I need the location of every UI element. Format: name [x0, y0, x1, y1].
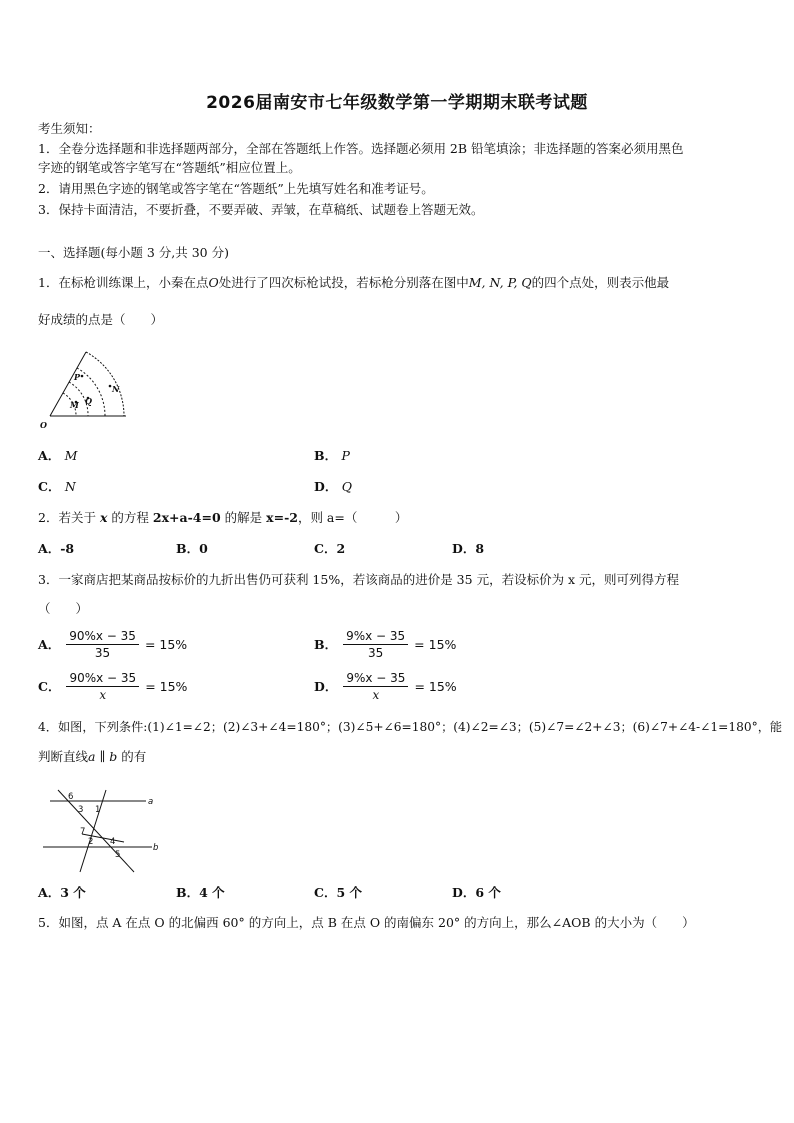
q2-option-c[interactable] — [314, 540, 345, 558]
q3-option-d[interactable] — [314, 670, 457, 703]
q4-fig-label-b: b — [153, 843, 159, 853]
q2-text-a: 2．若关于 — [38, 510, 96, 525]
q3-option-b-numerator: 9%x − 35 — [343, 628, 408, 645]
q1-option-a-value: M — [64, 448, 78, 463]
q1-option-d[interactable] — [314, 478, 352, 496]
q3-option-a-denominator: 35 — [94, 646, 111, 660]
q1-fig-label-q: Q — [85, 396, 92, 406]
q4-option-b-value: 4 个 — [199, 885, 225, 900]
q4-option-a-letter: A． — [38, 885, 61, 900]
q3-option-b[interactable] — [314, 628, 456, 661]
q4-fig-label-6: 6 — [68, 792, 74, 802]
q3-option-c[interactable] — [38, 670, 187, 703]
q4-option-c[interactable] — [314, 884, 362, 902]
q3-option-c-rhs: = 15% — [145, 679, 188, 694]
q2-text-b: 的方程 — [111, 510, 149, 525]
q4-fig-label-a: a — [148, 797, 154, 807]
q4-fig-label-7: 7 — [80, 827, 86, 837]
q2-text-c: 的解是 — [224, 510, 263, 525]
q3-option-a-numerator: 90%x − 35 — [66, 628, 139, 645]
q4-option-d-letter: D． — [452, 885, 476, 900]
notice-heading: 考生须知： — [38, 121, 101, 136]
q3-option-d-rhs: = 15% — [414, 679, 457, 694]
q4-option-c-value: 5 个 — [336, 885, 363, 900]
q4-option-b-letter: B． — [176, 885, 200, 900]
q1-points: M, N, P, Q — [468, 275, 532, 290]
page-title: 2026届南安市七年级数学第一学期期末联考试题 — [206, 93, 588, 113]
q3-option-b-rhs: = 15% — [414, 637, 457, 652]
q3-option-a-fraction — [66, 628, 139, 661]
q4-figure — [38, 784, 164, 876]
q4-option-b[interactable] — [176, 884, 225, 902]
q1-option-c-letter: C． — [38, 479, 61, 494]
q4-fig-label-3: 3 — [78, 805, 84, 815]
q3-option-d-denominator: x — [372, 688, 380, 702]
q1-option-d-value: Q — [341, 479, 352, 494]
q1-figure — [38, 346, 138, 430]
q1-fig-label-n: N — [112, 384, 120, 394]
q2-option-a-value: -8 — [60, 541, 75, 556]
q3-option-a[interactable] — [38, 628, 187, 661]
q1-option-b[interactable] — [314, 447, 350, 465]
q1-stem-line1 — [38, 274, 669, 292]
notice-item-1: 1．全卷分选择题和非选择题两部分，全部在答题纸上作答。选择题必须用 2B 铅笔填涂；非选择题的答案必须用黑色 — [38, 141, 684, 156]
q2-var-x: x — [99, 510, 108, 525]
q4-text-b: 的有 — [121, 749, 147, 764]
q4-text-a: 判断直线 — [38, 749, 89, 764]
q4-fig-label-4: 4 — [110, 837, 116, 847]
q3-option-c-denominator: x — [99, 688, 107, 702]
notice-item-3: 3．保持卡面清洁，不要折叠，不要弄破、弄皱，在草稿纸、试题卷上答题无效。 — [38, 202, 484, 217]
q1-option-c[interactable] — [38, 478, 76, 496]
q1-option-d-letter: D． — [314, 479, 338, 494]
q1-option-b-value: P — [341, 448, 350, 463]
q4-fig-label-1: 1 — [95, 805, 101, 815]
section-heading: 一、选择题(每小题 3 分,共 30 分) — [38, 245, 229, 260]
q1-text-c: 的四个点处，则表示他最 — [531, 275, 670, 290]
q1-fig-label-o: O — [40, 420, 47, 430]
q3-option-b-fraction — [343, 628, 408, 661]
q1-text-b: 处进行了四次标枪试投，若标枪分别落在图中 — [218, 275, 469, 290]
q1-stem-line2: 好成绩的点是（ ） — [38, 312, 164, 327]
q3-option-d-numerator: 9%x − 35 — [343, 670, 408, 687]
notice-item-2: 2．请用黑色字迹的钢笔或答字笔在“答题纸”上先填写姓名和准考证号。 — [38, 181, 434, 196]
q5-stem: 5．如图，点 A 在点 O 的北偏西 60° 的方向上，点 B 在点 O 的南偏东 20° 的方向上，那么∠AOB 的大小为（ ） — [38, 915, 695, 930]
q2-option-a[interactable] — [38, 540, 74, 558]
q3-option-c-letter: C． — [38, 678, 61, 694]
q2-option-b[interactable] — [176, 540, 208, 558]
q2-option-b-letter: B． — [176, 541, 200, 556]
q4-option-c-letter: C． — [314, 885, 337, 900]
q2-equation: 2x+a-4=0 — [152, 510, 221, 525]
q2-stem — [38, 509, 407, 527]
q2-text-d: ，则 a=（ ） — [297, 510, 408, 525]
q1-point-o: O — [208, 275, 219, 290]
q1-option-a-letter: A． — [38, 448, 61, 463]
q1-option-a[interactable] — [38, 447, 77, 465]
q2-option-d-letter: D． — [452, 541, 476, 556]
q3-stem-line2: （ ） — [38, 601, 89, 616]
q2-option-d-value: 8 — [475, 541, 485, 556]
q3-option-c-numerator: 90%x − 35 — [66, 670, 139, 687]
q4-stem-line2 — [38, 748, 146, 766]
q4-fig-label-5: 5 — [115, 850, 121, 860]
q3-option-b-letter: B． — [314, 636, 338, 652]
q1-fig-label-m: M — [70, 400, 79, 410]
q1-option-b-letter: B． — [314, 448, 338, 463]
q2-option-b-value: 0 — [199, 541, 208, 556]
q4-option-d[interactable] — [452, 884, 501, 902]
q2-option-d[interactable] — [452, 540, 484, 558]
q4-option-d-value: 6 个 — [475, 885, 501, 900]
q3-option-b-denominator: 35 — [367, 646, 384, 660]
q4-fig-label-2: 2 — [88, 837, 94, 847]
q2-option-c-value: 2 — [336, 541, 346, 556]
q2-option-c-letter: C． — [314, 541, 337, 556]
q1-option-c-value: N — [64, 479, 76, 494]
q1-text-a: 1．在标枪训练课上，小秦在点 — [38, 275, 209, 290]
q3-option-c-fraction — [66, 670, 139, 703]
q3-option-d-fraction — [343, 670, 408, 703]
q2-solution: x=-2 — [266, 510, 298, 525]
notice-item-1-cont: 字迹的钢笔或答字笔写在“答题纸”相应位置上。 — [38, 160, 301, 175]
q4-parallel: a ∥ b — [88, 749, 118, 764]
q2-option-a-letter: A． — [38, 541, 61, 556]
q3-option-d-letter: D． — [314, 678, 338, 694]
q4-stem-line1: 4．如图，下列条件:(1)∠1=∠2；(2)∠3+∠4=180°；(3)∠5+∠6=180°；(4)∠2=∠3；(5)∠7=∠2+∠3；(6)∠7+∠4-∠1=180°，能 — [38, 720, 783, 734]
q3-option-a-rhs: = 15% — [144, 637, 188, 652]
q4-option-a-value: 3 个 — [60, 885, 86, 900]
q3-stem-line1: 3．一家商店把某商品按标价的九折出售仍可获利 15%，若该商品的进价是 35 元，若设标价为 x 元，则可列得方程 — [38, 572, 680, 587]
q4-option-a[interactable] — [38, 884, 86, 902]
q3-option-a-letter: A． — [38, 636, 61, 652]
q1-fig-label-p: P — [74, 372, 81, 382]
